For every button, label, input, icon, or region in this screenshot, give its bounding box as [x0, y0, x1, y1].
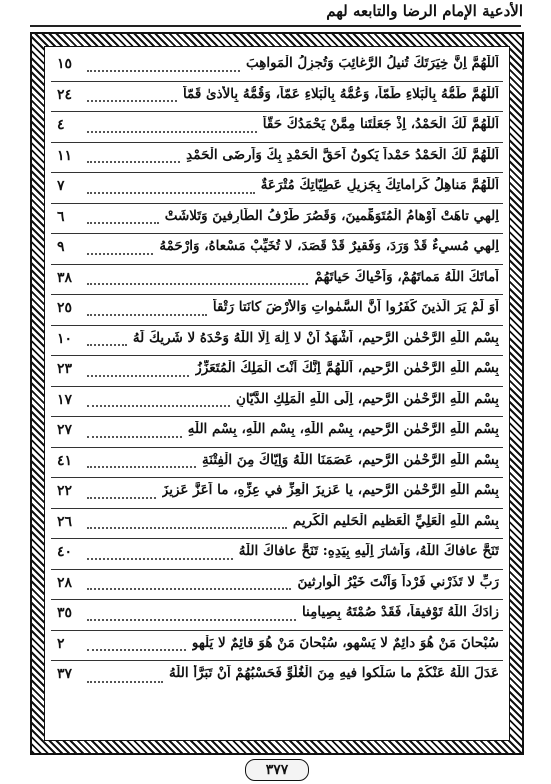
- entry-number: ١٠: [57, 330, 73, 347]
- entry-text: زادَكَ اللّٰهُ تَوْفيقاً، فَقَدْ صُمْتَهُ بِصِيامِنا: [301, 604, 499, 620]
- leader-dots: [87, 70, 240, 72]
- entry-number: ٢٨: [57, 574, 73, 591]
- entry-text: اَللّٰهُمَّ طَمُّهُ بِالْبَلاءِ طَمّاً، وَعُمُّهُ بِالْبَلاءِ عَمّاً، وَقُمُّهُ بِالأَذىٰ قَمّاً: [182, 85, 499, 102]
- entry-number: ٤: [57, 117, 65, 133]
- index-row: [51, 234, 503, 265]
- entry-number: ٢٥: [57, 300, 73, 316]
- index-row: [51, 295, 503, 326]
- index-row: [51, 570, 503, 601]
- index-row: [51, 661, 503, 692]
- entry-text: رَبِّ لا تَذَرْني فَرْداً وَاَنْتَ خَيْرُ الْوارِثينَ: [297, 573, 499, 590]
- leader-dots: [87, 588, 291, 590]
- entry-text: بِسْمِ اللّٰهِ الرَّحْمٰنِ الرَّحيمِ، يا عَزيزَ الْعِزِّ في عِزِّهِ، ما اَعَزَّ عَزيزَ: [161, 482, 499, 498]
- entry-text: بِسْمِ اللّٰهِ الرَّحْمٰنِ الرَّحيمِ، اَشْهَدُ اَنْ لا اِلٰهَ اِلَّا اللّٰهُ وَحْدَهُ لا شَريكَ لَهُ: [132, 329, 499, 346]
- entry-text: بِسْمِ اللّٰهِ الرَّحْمٰنِ الرَّحيمِ، اَللّٰهُمَّ اِنَّكَ اَنْتَ الْمَلِكُ الْمُتَعَزِّزُ: [195, 360, 499, 376]
- entry-text: بِسْمِ اللّٰهِ الرَّحْمٰنِ الرَّحيمِ، عَصَمَنَا اللّٰهُ وَاِيّاكَ مِنَ الْفِتْنَةِ: [202, 451, 499, 468]
- entry-text: بِسْمِ اللّٰهِ الْعَلِيِّ الْعَظيمِ الْحَليمِ الْكَريمِ: [292, 512, 499, 529]
- leader-dots: [87, 558, 233, 560]
- index-table: [44, 46, 510, 741]
- entry-number: ٤٠: [57, 544, 73, 560]
- index-row: [51, 539, 503, 570]
- entry-number: ١٥: [57, 56, 73, 72]
- leader-dots: [87, 436, 182, 438]
- leader-dots: [87, 100, 177, 102]
- index-row: [51, 143, 503, 174]
- index-row: [51, 356, 503, 387]
- entry-text: سُبْحانَ مَنْ هُوَ دائِمٌ لا يَسْهو، سُبْحانَ مَنْ هُوَ قائِمٌ لا يَلْهو: [191, 634, 499, 651]
- index-row: [51, 600, 503, 631]
- index-row: [51, 112, 503, 143]
- entry-text: عَدَلَ اللّٰهُ عَنْكُمْ ما سَلَكوا فيهِ مِنَ الْغُلُوِّ فَحَسْبُهُمْ اَنْ تَبَرَّأَ اللّٰهُ: [169, 665, 499, 681]
- entry-number: ٢٤: [57, 86, 73, 103]
- entry-number: ٣٧: [57, 666, 73, 682]
- entry-number: ٢٦: [57, 513, 73, 530]
- index-row: [51, 204, 503, 235]
- leader-dots: [87, 283, 308, 285]
- index-row: [51, 265, 503, 296]
- leader-dots: [87, 375, 189, 377]
- entry-text: اَللّٰهُمَّ مَناهِلُ كَراماتِكَ بِجَزيلِ عَطِيّاتِكَ مُتْرَعَةٌ: [260, 177, 499, 193]
- entry-text: اَوَ لَمْ يَرَ الَّذينَ كَفَرُوا اَنَّ السَّمٰواتِ وَالأَرْضَ كانَتا رَتْقاً: [212, 299, 499, 315]
- entry-number: ٧: [57, 178, 65, 194]
- index-row: [51, 326, 503, 357]
- entry-text: اِلهي مُسيءٌ قَدْ وَرَدَ، وَفَقيرٌ قَدْ قَصَدَ، لا تُخَيِّبْ مَسْعاهُ، وَارْحَمْهُ: [159, 238, 499, 254]
- leader-dots: [87, 649, 186, 651]
- leader-dots: [87, 314, 207, 316]
- page-number: ٣٧٧: [245, 759, 309, 781]
- index-row: [51, 448, 503, 479]
- leader-dots: [87, 466, 196, 468]
- leader-dots: [87, 344, 127, 346]
- index-row: [51, 51, 503, 82]
- decorative-border: [30, 32, 524, 755]
- index-row: [51, 82, 503, 113]
- leader-dots: [87, 253, 153, 255]
- entry-number: ٣٥: [57, 605, 73, 621]
- entry-number: ٩: [57, 239, 65, 255]
- index-row: [51, 478, 503, 509]
- entry-number: ٦: [57, 208, 65, 225]
- entry-text: اَللّٰهُمَّ لَكَ الْحَمْدُ حَمْداً يَكونُ اَحَقَّ الْحَمْدِ بِكَ وَاَرضَى الْحَمْدِ: [186, 146, 499, 163]
- leader-dots: [87, 527, 287, 529]
- leader-dots: [87, 192, 255, 194]
- entry-text: اَماتَكَ اللّٰهُ مَماتَهُمْ، وَاَحْياكَ حَياتَهُمْ: [314, 268, 499, 285]
- entry-number: ٤١: [57, 452, 73, 469]
- header-rule: [30, 25, 521, 27]
- entry-text: بِسْمِ اللّٰهِ الرَّحْمٰنِ الرَّحيمِ، بِسْمِ اللّٰهِ، بِسْمِ اللّٰهِ، بِسْمِ اللّٰهِ: [187, 421, 499, 437]
- page-header: [0, 0, 551, 30]
- entry-number: ٢٧: [57, 422, 73, 438]
- leader-dots: [87, 619, 296, 621]
- entry-number: ٢٣: [57, 361, 73, 377]
- entry-text: اَللّٰهُمَّ لَكَ الْحَمْدُ، اِذْ جَعَلْتَنا مِمَّنْ يَحْمَدُكَ حَقّاً: [262, 116, 499, 132]
- entry-number: ٣٨: [57, 269, 73, 286]
- leader-dots: [87, 497, 156, 499]
- index-row: [51, 417, 503, 448]
- entry-text: اِلهي تاهَتْ اَوْهامُ الْمُتَوَهِّمينَ، وَقَصُرَ طَرْفُ الطّارِفينَ وَتَلاشَتْ: [164, 207, 499, 224]
- leader-dots: [87, 681, 163, 683]
- index-row: [51, 631, 503, 662]
- entry-number: ١١: [57, 147, 73, 164]
- entry-text: بِسْمِ اللّٰهِ الرَّحْمٰنِ الرَّحيمِ، اِلَى اللّٰهِ الْمَلِكِ الدَّيّانِ: [235, 390, 499, 407]
- running-title: الأدعية الإمام الرضا والتابعه لهم: [326, 2, 523, 20]
- entry-number: ٢: [57, 635, 65, 652]
- index-rows: [51, 51, 503, 736]
- leader-dots: [87, 222, 159, 224]
- leader-dots: [87, 405, 230, 407]
- leader-dots: [87, 131, 257, 133]
- index-row: [51, 509, 503, 540]
- entry-number: ٢٢: [57, 483, 73, 499]
- entry-number: ١٧: [57, 391, 73, 408]
- index-row: [51, 387, 503, 418]
- leader-dots: [87, 161, 180, 163]
- index-row: [51, 173, 503, 204]
- entry-text: اَللّٰهُمَّ اِنَّ خِيَرَتَكَ تُنيلُ الرَّغائِبَ وَتُجزِلُ الْمَواهِبَ: [245, 55, 499, 71]
- entry-text: تَنَحَّ عافاكَ اللّٰهُ، وَاَشارَ اِلَيهِ بِيَدِهِ: تَنَحَّ عافاكَ اللّٰهُ: [238, 543, 499, 559]
